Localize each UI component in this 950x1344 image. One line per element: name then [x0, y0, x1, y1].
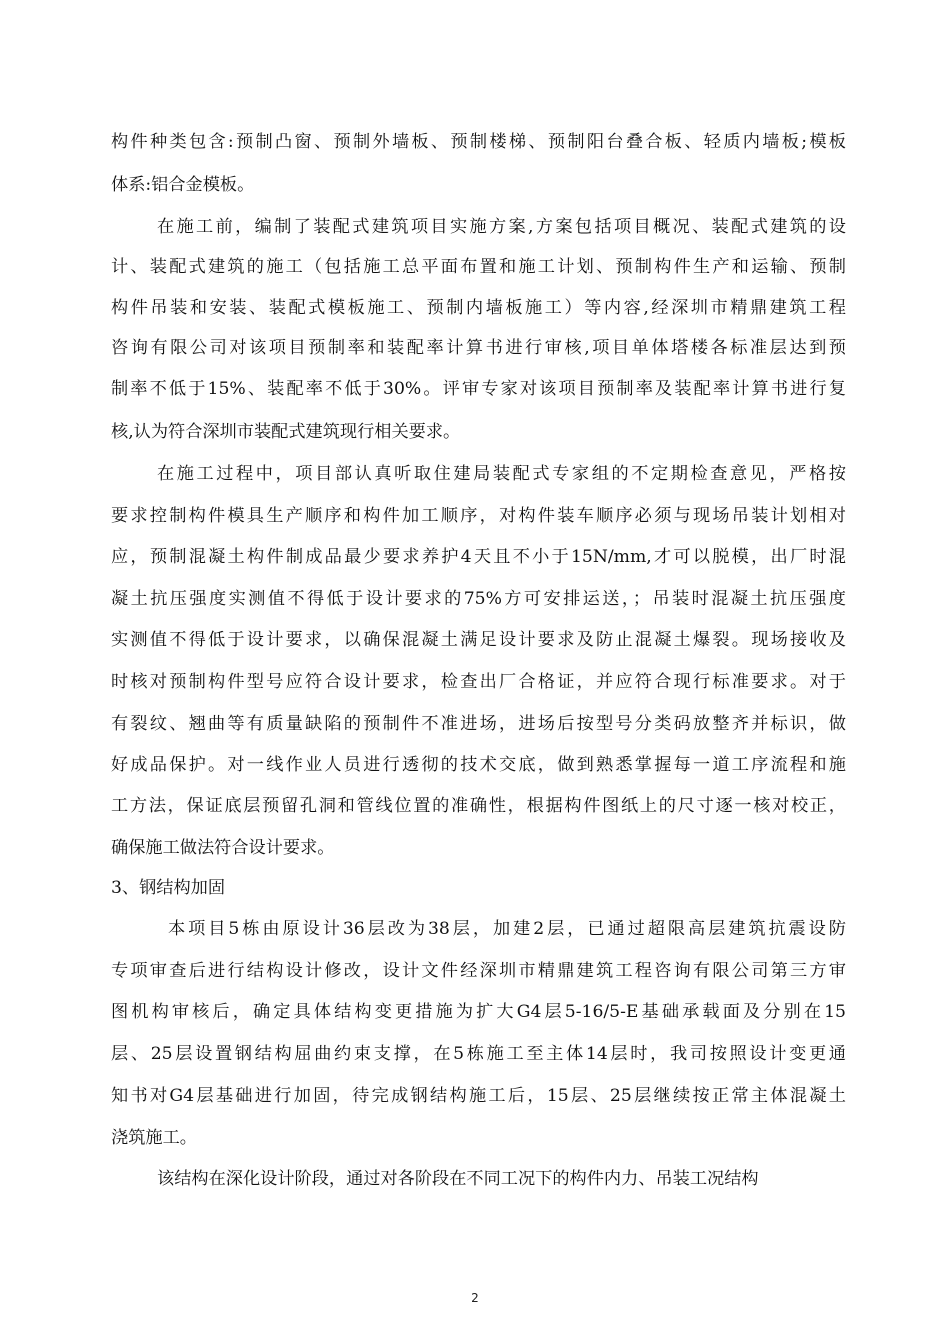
text-line: 图机构审核后，确定具体结构变更措施为扩大G4层5-16/5-E基础承载面及分别在15: [111, 1002, 846, 1022]
text-line: 确保施工做法符合设计要求。: [111, 838, 335, 858]
text-line: 专项审查后进行结构设计修改，设计文件经深圳市精鼎建筑工程咨询有限公司第三方审: [111, 961, 846, 981]
text-line: 层、25层设置钢结构屈曲约束支撑，在5栋施工至主体14层时，我司按照设计变更通: [111, 1044, 846, 1064]
text-line: 应，预制混凝土构件制成品最少要求养护4天且不小于15N/mm,才可以脱模，出厂时混: [111, 547, 846, 567]
text-line: 构件吊装和安装、装配式模板施工、预制内墙板施工）等内容,经深圳市精鼎建筑工程: [111, 298, 846, 318]
text-line: 构件种类包含:预制凸窗、预制外墙板、预制楼梯、预制阳台叠合板、轻质内墙板;模板: [111, 132, 846, 152]
text-line: 要求控制构件模具生产顺序和构件加工顺序，对构件装车顺序必须与现场吊装计划相对: [111, 506, 846, 526]
text-line: 本项目5栋由原设计36层改为38层，加建2层，已通过超限高层建筑抗震设防: [168, 919, 846, 939]
text-line: 该结构在深化设计阶段，通过对各阶段在不同工况下的构件内力、吊装工况结构: [157, 1169, 759, 1189]
text-line: 在施工前，编制了装配式建筑项目实施方案,方案包括项目概况、装配式建筑的设: [157, 217, 846, 237]
text-line: 实测值不得低于设计要求，以确保混凝土满足设计要求及防止混凝土爆裂。现场接收及: [111, 630, 846, 650]
text-line: 咨询有限公司对该项目预制率和装配率计算书进行审核,项目单体塔楼各标准层达到预: [111, 338, 846, 358]
section-heading: 3、钢结构加固: [111, 878, 226, 898]
text-line: 制率不低于15%、装配率不低于30%。评审专家对该项目预制率及装配率计算书进行复: [111, 379, 846, 399]
text-line: 有裂纹、翘曲等有质量缺陷的预制件不准进场，进场后按型号分类码放整齐并标识，做: [111, 714, 846, 734]
text-line: 好成品保护。对一线作业人员进行透彻的技术交底，做到熟悉掌握每一道工序流程和施: [111, 755, 846, 775]
text-line: 体系:铝合金模板。: [111, 175, 255, 195]
text-line: 凝土抗压强度实测值不得低于设计要求的75%方可安排运送，；吊装时混凝土抗压强度: [111, 589, 846, 609]
text-line: 工方法，保证底层预留孔洞和管线位置的准确性，根据构件图纸上的尺寸逐一核对校正，: [111, 796, 846, 816]
text-line: 计、装配式建筑的施工（包括施工总平面布置和施工计划、预制构件生产和运输、预制: [111, 257, 846, 277]
text-line: 在施工过程中，项目部认真听取住建局装配式专家组的不定期检查意见，严格按: [157, 464, 846, 484]
text-line: 核,认为符合深圳市装配式建筑现行相关要求。: [111, 422, 461, 442]
text-line: 知书对G4层基础进行加固，待完成钢结构施工后，15层、25层继续按正常主体混凝土: [111, 1086, 846, 1106]
text-line: 时核对预制构件型号应符合设计要求，检查出厂合格证，并应符合现行标准要求。对于: [111, 672, 846, 692]
page-number: 2: [471, 1291, 479, 1305]
text-line: 浇筑施工。: [111, 1128, 197, 1148]
